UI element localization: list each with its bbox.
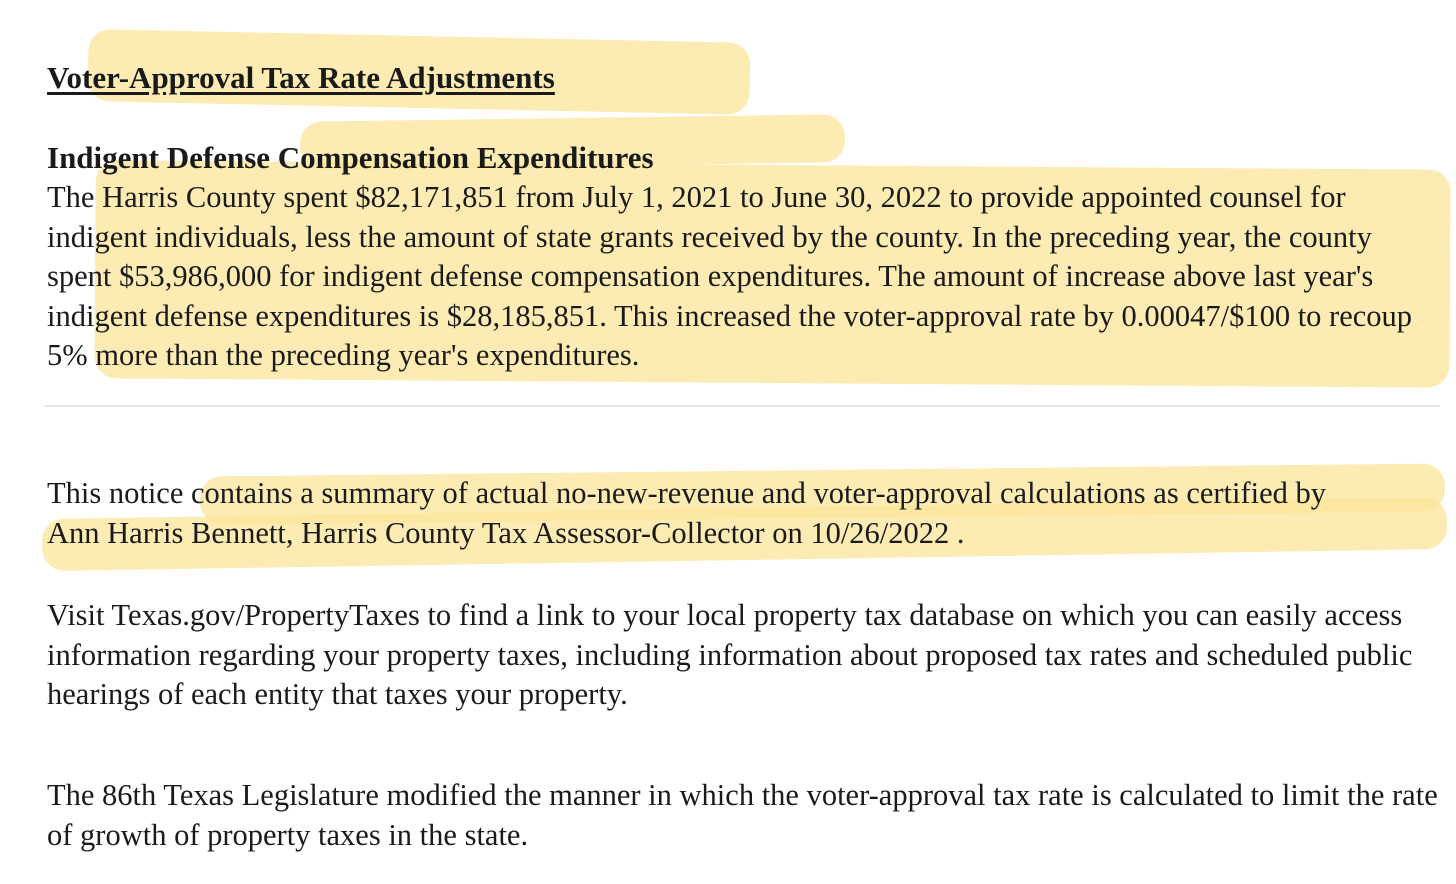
section-heading: Voter-Approval Tax Rate Adjustments xyxy=(47,60,555,95)
visit-site-paragraph: Visit Texas.gov/PropertyTaxes to find a link to your local property tax database on which you can easily access information regarding your property taxes, including information about proposed tax rates and scheduled public hearings of each entity that taxes your property. xyxy=(47,598,1413,711)
subsection-heading: Indigent Defense Compensation Expenditures xyxy=(47,140,654,175)
section-divider xyxy=(44,405,1440,407)
indigent-defense-paragraph: The Harris County spent $82,171,851 from July 1, 2021 to June 30, 2022 to provide appointed counsel for indigent individuals, less the amount of state grants received by the county. In the preceding year, the county spent $53,986,000 for indigent defense compensation expenditures. The amount of increase above last year's indigent defense expenditures is $28,185,851. This increased the voter-approval rate by 0.00047/$100 to recoup 5% more than the preceding year's expenditures. xyxy=(47,180,1413,372)
legislature-paragraph: The 86th Texas Legislature modified the manner in which the voter-approval tax rate is calculated to limit the rate of growth of property taxes in the state. xyxy=(47,778,1438,852)
certification-notice-paragraph: This notice contains a summary of actual no-new-revenue and voter-approval calculations as certified by Ann Harris Bennett, Harris County Tax Assessor-Collector on 10/26/2022 . xyxy=(47,476,1327,550)
